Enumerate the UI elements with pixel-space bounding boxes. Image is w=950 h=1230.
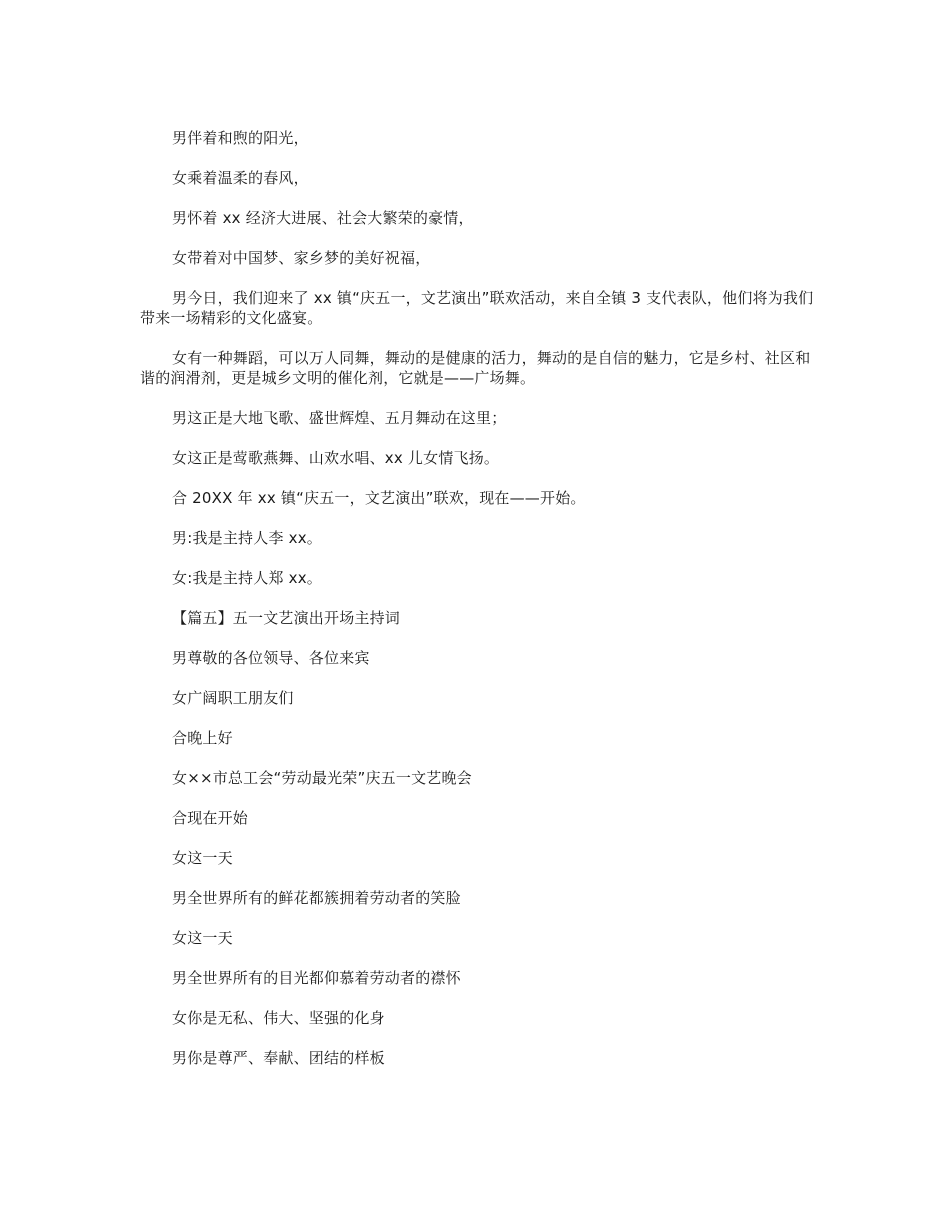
paragraph: 男尊敬的各位领导、各位来宾 — [172, 649, 370, 667]
paragraph: 男全世界所有的目光都仰慕着劳动者的襟怀 — [172, 969, 461, 987]
document-body — [140, 128, 820, 1088]
paragraph: 合晚上好 — [172, 729, 233, 747]
paragraph: 女××市总工会“劳动最光荣”庆五一文艺晚会 — [172, 769, 472, 787]
paragraph: 女有一种舞蹈，可以万人同舞，舞动的是健康的活力，舞动的是自信的魅力，它是乡村、社区和谐的润滑剂，更是城乡文明的催化剂，它就是——广场舞。 — [140, 349, 811, 387]
paragraph: 合现在开始 — [172, 809, 249, 827]
paragraph: 男这正是大地飞歌、盛世辉煌、五月舞动在这里； — [172, 409, 507, 427]
paragraph: 女广阔职工朋友们 — [172, 689, 294, 707]
paragraph: 男全世界所有的鲜花都簇拥着劳动者的笑脸 — [172, 889, 461, 907]
paragraph: 男伴着和煦的阳光， — [172, 129, 309, 147]
paragraph: 男怀着 xx 经济大进展、社会大繁荣的豪情， — [172, 209, 474, 227]
paragraph: 女带着对中国梦、家乡梦的美好祝福， — [172, 249, 431, 267]
paragraph: 女:我是主持人郑 xx。 — [172, 569, 322, 587]
paragraph: 女你是无私、伟大、坚强的化身 — [172, 1009, 385, 1027]
paragraph: 男:我是主持人李 xx。 — [172, 529, 322, 547]
paragraph: 男你是尊严、奉献、团结的样板 — [172, 1049, 385, 1067]
paragraph: 女这正是莺歌燕舞、山欢水唱、xx 儿女情飞扬。 — [172, 449, 500, 467]
paragraph: 女这一天 — [172, 929, 233, 947]
section-heading: 【篇五】五一文艺演出开场主持词 — [172, 609, 401, 627]
paragraph: 男今日，我们迎来了 xx 镇“庆五一，文艺演出”联欢活动，来自全镇 3 支代表队，他们将为我们带来一场精彩的文化盛宴。 — [140, 289, 814, 327]
paragraph: 女乘着温柔的春风， — [172, 169, 309, 187]
paragraph: 合 20XX 年 xx 镇“庆五一，文艺演出”联欢，现在——开始。 — [172, 489, 586, 507]
paragraph: 女这一天 — [172, 849, 233, 867]
